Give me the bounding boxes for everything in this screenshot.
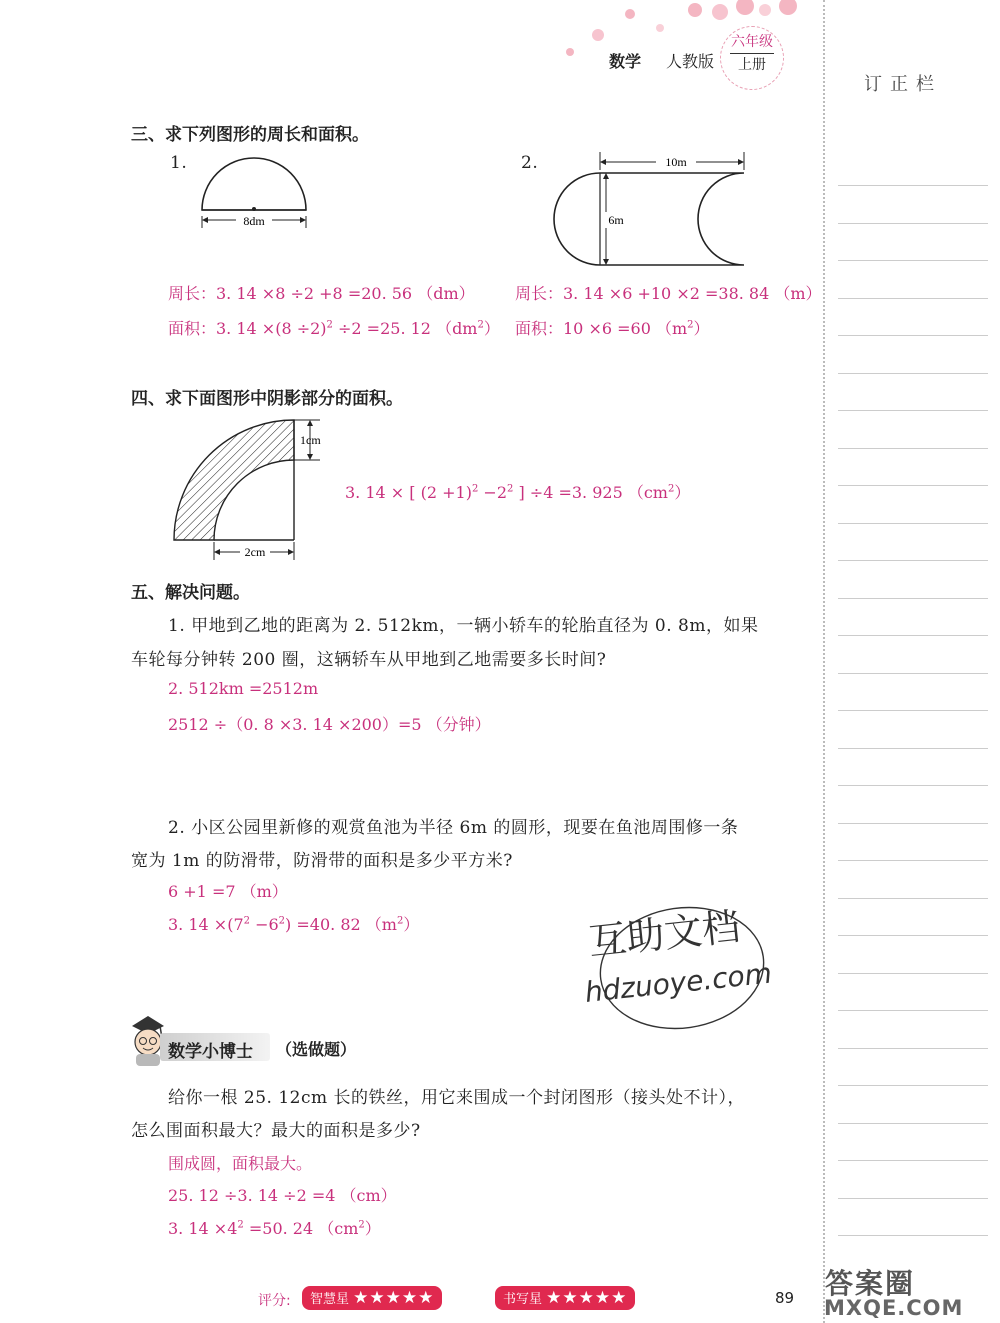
correction-rule-line xyxy=(838,748,988,749)
correction-rule-line xyxy=(838,598,988,599)
header-subject: 数学 xyxy=(609,52,642,71)
square-sup: 2 xyxy=(326,319,333,331)
track-figure xyxy=(548,148,758,273)
q1-text-line2: 车轮每分钟转 200 圈，这辆轿车从甲地到乙地需要多长时间? xyxy=(131,650,607,670)
correction-rule-line xyxy=(838,185,988,186)
q1-text-line1: 1. 甲地到乙地的距离为 2. 512km，一辆小轿车的轮胎直径为 0. 8m，如果 xyxy=(168,616,759,636)
q2-ans-part: ) =40. 82 （m xyxy=(285,915,397,934)
section-5-title: 五、解决问题。 xyxy=(131,583,250,603)
score-label: 评分: xyxy=(258,1293,291,1309)
s4-ans-part: ） xyxy=(674,483,691,502)
correction-rule-line xyxy=(838,898,988,899)
watermark-stamp xyxy=(570,880,790,1040)
s4-ans-part: −2 xyxy=(478,483,507,502)
square-sup: 2 xyxy=(237,1219,244,1231)
wisdom-star-badge xyxy=(302,1286,442,1310)
fig1-area-part: 面积：3. 14 ×(8 ÷2) xyxy=(168,319,327,338)
correction-rule-line xyxy=(838,973,988,974)
square-sup: 2 xyxy=(687,319,694,331)
bonus-ans-part: ） xyxy=(364,1219,381,1238)
fig1-area-part: ） xyxy=(483,319,500,338)
fig1-area-part: ÷2 =25. 12 （dm xyxy=(332,319,478,338)
bonus-answer-3 xyxy=(168,1216,381,1239)
correction-rule-line xyxy=(838,673,988,674)
corner-logo: 答案圈 xyxy=(825,1267,916,1300)
watermark-line1: 互助文档 xyxy=(586,904,743,964)
fig2-width-label: 10m xyxy=(665,155,687,169)
bonus-ans-part: =50. 24 （cm xyxy=(243,1219,359,1238)
section-3-title: 三、求下列图形的周长和面积。 xyxy=(131,125,369,145)
corner-url: MXQE.COM xyxy=(824,1296,964,1320)
badge1-label: 智慧星 xyxy=(310,1292,350,1307)
writing-star-badge xyxy=(495,1286,635,1310)
section-4-answer xyxy=(345,480,690,503)
bonus-answer-1: 围成圆，面积最大。 xyxy=(168,1154,313,1173)
correction-rule-line xyxy=(838,1085,988,1086)
correction-rule-line xyxy=(838,1160,988,1161)
fig2-height-label: 6m xyxy=(608,213,624,227)
badge2-label: 书写星 xyxy=(503,1292,543,1307)
bonus-text-line2: 怎么围面积最大？最大的面积是多少? xyxy=(131,1121,421,1141)
correction-rule-line xyxy=(838,335,988,336)
correction-rule-line xyxy=(838,1235,988,1236)
correction-rule-line xyxy=(838,260,988,261)
correction-rule-line xyxy=(838,373,988,374)
q1-answer-2: 2512 ÷（0. 8 ×3. 14 ×200）=5 （分钟） xyxy=(168,715,491,734)
watermark-line2: hdzuoye.com xyxy=(583,956,774,1009)
correction-rule-line xyxy=(838,1198,988,1199)
quarter-ring-figure xyxy=(160,410,340,565)
q2-text-line1: 2. 小区公园里新修的观赏鱼池为半径 6m 的圆形，现要在鱼池周围修一条 xyxy=(168,818,739,838)
grade-badge xyxy=(720,26,784,90)
fig1-area-answer xyxy=(168,316,500,339)
correction-rule-line xyxy=(838,635,988,636)
correction-rule-line xyxy=(838,785,988,786)
fig1-number: 1. xyxy=(170,153,188,173)
square-sup: 2 xyxy=(243,915,250,927)
q2-ans-part: 3. 14 ×(7 xyxy=(168,915,244,934)
q2-ans-part: −6 xyxy=(250,915,279,934)
correction-rule-line xyxy=(838,1010,988,1011)
square-sup: 2 xyxy=(507,483,514,495)
square-sup: 2 xyxy=(667,483,675,495)
bonus-subtitle: （选做题） xyxy=(276,1040,357,1059)
correction-rule-line xyxy=(838,560,988,561)
correction-rule-line xyxy=(838,1048,988,1049)
square-sup: 2 xyxy=(471,483,479,495)
correction-rule-line xyxy=(838,860,988,861)
page-number: 89 xyxy=(775,1289,795,1307)
correction-rule-line xyxy=(838,1123,988,1124)
fig1-perimeter-answer: 周长：3. 14 ×8 ÷2 +8 =20. 56 （dm） xyxy=(168,284,475,303)
correction-rule-line xyxy=(838,410,988,411)
bonus-title: 数学小博士 xyxy=(168,1042,253,1062)
square-sup: 2 xyxy=(396,915,404,927)
correction-rule-line xyxy=(838,298,988,299)
fig2-area-part: 面积：10 ×6 =60 （m xyxy=(515,319,688,338)
correction-rule-line xyxy=(838,823,988,824)
fig2-area-answer xyxy=(515,316,710,339)
star-icon: ★★★★★ xyxy=(546,1288,628,1308)
square-sup: 2 xyxy=(477,319,484,331)
correction-column xyxy=(823,0,1000,1323)
correction-column-title: 订正栏 xyxy=(864,74,942,95)
bonus-answer-2: 25. 12 ÷3. 14 ÷2 =4 （cm） xyxy=(168,1186,397,1205)
q2-text-line2: 宽为 1m 的防滑带，防滑带的面积是多少平方米? xyxy=(131,851,513,871)
q2-ans-part: ） xyxy=(403,915,420,934)
square-sup: 2 xyxy=(358,1219,365,1231)
s4-ans-part: ] ÷4 =3. 925 （cm xyxy=(513,483,668,502)
correction-rule-line xyxy=(838,935,988,936)
bonus-text-line1: 给你一根 25. 12cm 长的铁丝，用它来围成一个封闭图形（接头处不计）， xyxy=(168,1088,746,1108)
correction-rule-line xyxy=(838,710,988,711)
correction-rule-line xyxy=(838,523,988,524)
bonus-ans-part: 3. 14 ×4 xyxy=(168,1219,238,1238)
square-sup: 2 xyxy=(278,915,286,927)
label-1cm: 1cm xyxy=(300,433,321,447)
label-2cm: 2cm xyxy=(244,545,266,559)
q1-answer-1: 2. 512km =2512m xyxy=(168,679,319,698)
q2-answer-2 xyxy=(168,912,419,935)
header-edition: 人教版 xyxy=(666,52,715,71)
fig2-area-part: ） xyxy=(693,319,710,338)
fig2-number: 2. xyxy=(521,153,539,173)
correction-rule-line xyxy=(838,448,988,449)
fig2-perimeter-answer: 周长：3. 14 ×6 +10 ×2 =38. 84 （m） xyxy=(515,284,822,303)
s4-ans-part: 3. 14 × [ (2 +1) xyxy=(345,483,472,502)
grade-label: 六年级 xyxy=(731,34,773,50)
star-icon: ★★★★★ xyxy=(353,1288,435,1308)
semicircle-figure xyxy=(190,150,320,240)
fig1-diameter-label: 8dm xyxy=(243,214,265,228)
correction-rule-line xyxy=(838,485,988,486)
correction-rule-line xyxy=(838,223,988,224)
volume-label: 上册 xyxy=(738,57,766,73)
q2-answer-1: 6 +1 =7 （m） xyxy=(168,882,288,901)
section-4-title: 四、求下面图形中阴影部分的面积。 xyxy=(131,389,403,409)
